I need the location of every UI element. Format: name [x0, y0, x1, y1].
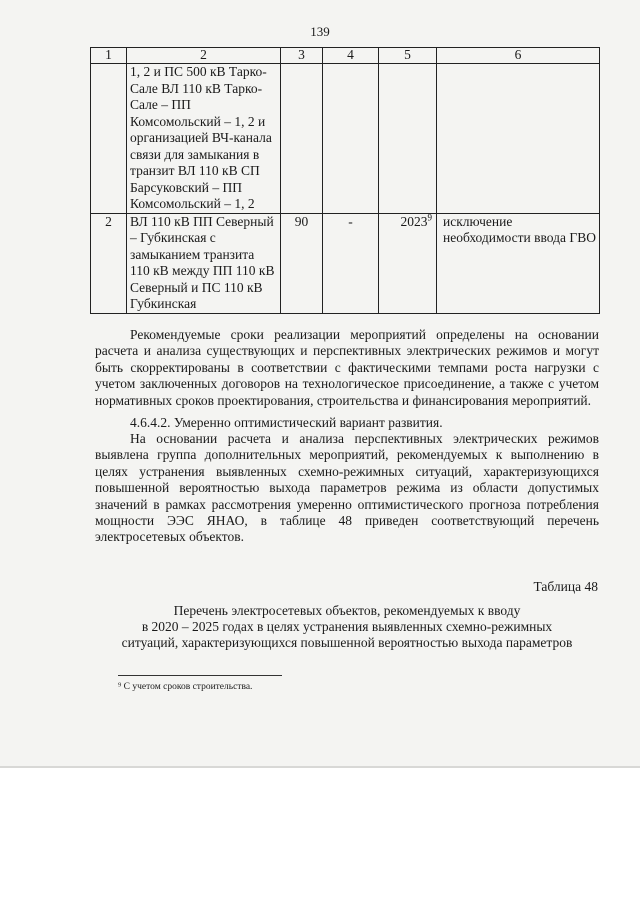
table-title-line: ситуаций, характеризующихся повышенной вероятностью выхода параметров — [121, 635, 573, 650]
table-header-row — [91, 48, 600, 64]
year-cell — [379, 213, 437, 313]
header-cell: 4 — [323, 48, 379, 64]
header-cell: 3 — [281, 48, 323, 64]
header-cell: 5 — [379, 48, 437, 64]
object-name-cell: 1, 2 и ПС 500 кВ Тарко-Сале ВЛ 110 кВ Тарко-Сале – ПП Комсомольский – 1, 2 и организацией ВЧ-канала связи для замыкания в транзит ВЛ 110 кВ СП Барсуковский – ПП Комсомольский – 1, 2 — [127, 64, 281, 214]
paragraph-optimistic-variant: На основании расчета и анализа перспективных электрических режимов выявлена группа дополнительных мероприятий, рекомендуемых к выполнению в целях устранения выявленных схемно-режимных ситуаций, характеризующихся повышенной вероятностью выхода параметров режима из области допустимых значений в рамках рассмотрения умеренно оптимистического прогноза потребления мощности ЭЭС ЯНАО, в таблице 48 приведен соответствующий перечень электросетевых объектов. — [95, 431, 599, 545]
data-table — [90, 47, 600, 314]
table-title — [95, 603, 599, 651]
table-row — [91, 213, 600, 313]
table-title-line: в 2020 – 2025 годах в целях устранения выявленных схемно-режимных — [141, 619, 553, 634]
row-number-cell: 2 — [91, 213, 127, 313]
paragraph-recommended-terms: Рекомендуемые сроки реализации мероприятий определены на основании расчета и анализа существующих и перспективных электрических режимов и могут быть скорректированы в соответствии с фактическими темпами роста нагрузки с учетом заключенных договоров на технологическое присоединение, а также с учетом нормативных сроков проектирования, строительства и финансирования мероприятий. — [95, 327, 599, 408]
page-number: 139 — [310, 24, 330, 39]
year-value: 2023 — [400, 213, 428, 229]
footnote-divider — [118, 675, 282, 676]
object-name-cell: ВЛ 110 кВ ПП Северный – Губкинская с замыканием транзита 110 кВ между ПП 110 кВ Северный и ПС 110 кВ Губкинская — [127, 213, 281, 313]
year-cell — [379, 64, 437, 214]
length-cell: 90 — [281, 213, 323, 313]
header-cell: 1 — [91, 48, 127, 64]
col4-cell: - — [323, 213, 379, 313]
header-cell: 6 — [437, 48, 600, 64]
col4-cell — [323, 64, 379, 214]
table-row — [91, 64, 600, 214]
row-number-cell — [91, 64, 127, 214]
year-footnote-ref: 9 — [427, 212, 432, 222]
note-cell: исключение необходимости ввода ГВО — [437, 213, 600, 313]
subsection-heading: 4.6.4.2. Умеренно оптимистический вариант развития. — [130, 415, 443, 430]
note-cell — [437, 64, 600, 214]
header-cell: 2 — [127, 48, 281, 64]
length-cell — [281, 64, 323, 214]
table-label: Таблица 48 — [533, 579, 598, 594]
table-title-line: Перечень электросетевых объектов, рекомендуемых к вводу — [173, 603, 521, 618]
page-edge — [0, 766, 640, 768]
footnote: ⁹ С учетом сроков строительства. — [118, 682, 253, 692]
